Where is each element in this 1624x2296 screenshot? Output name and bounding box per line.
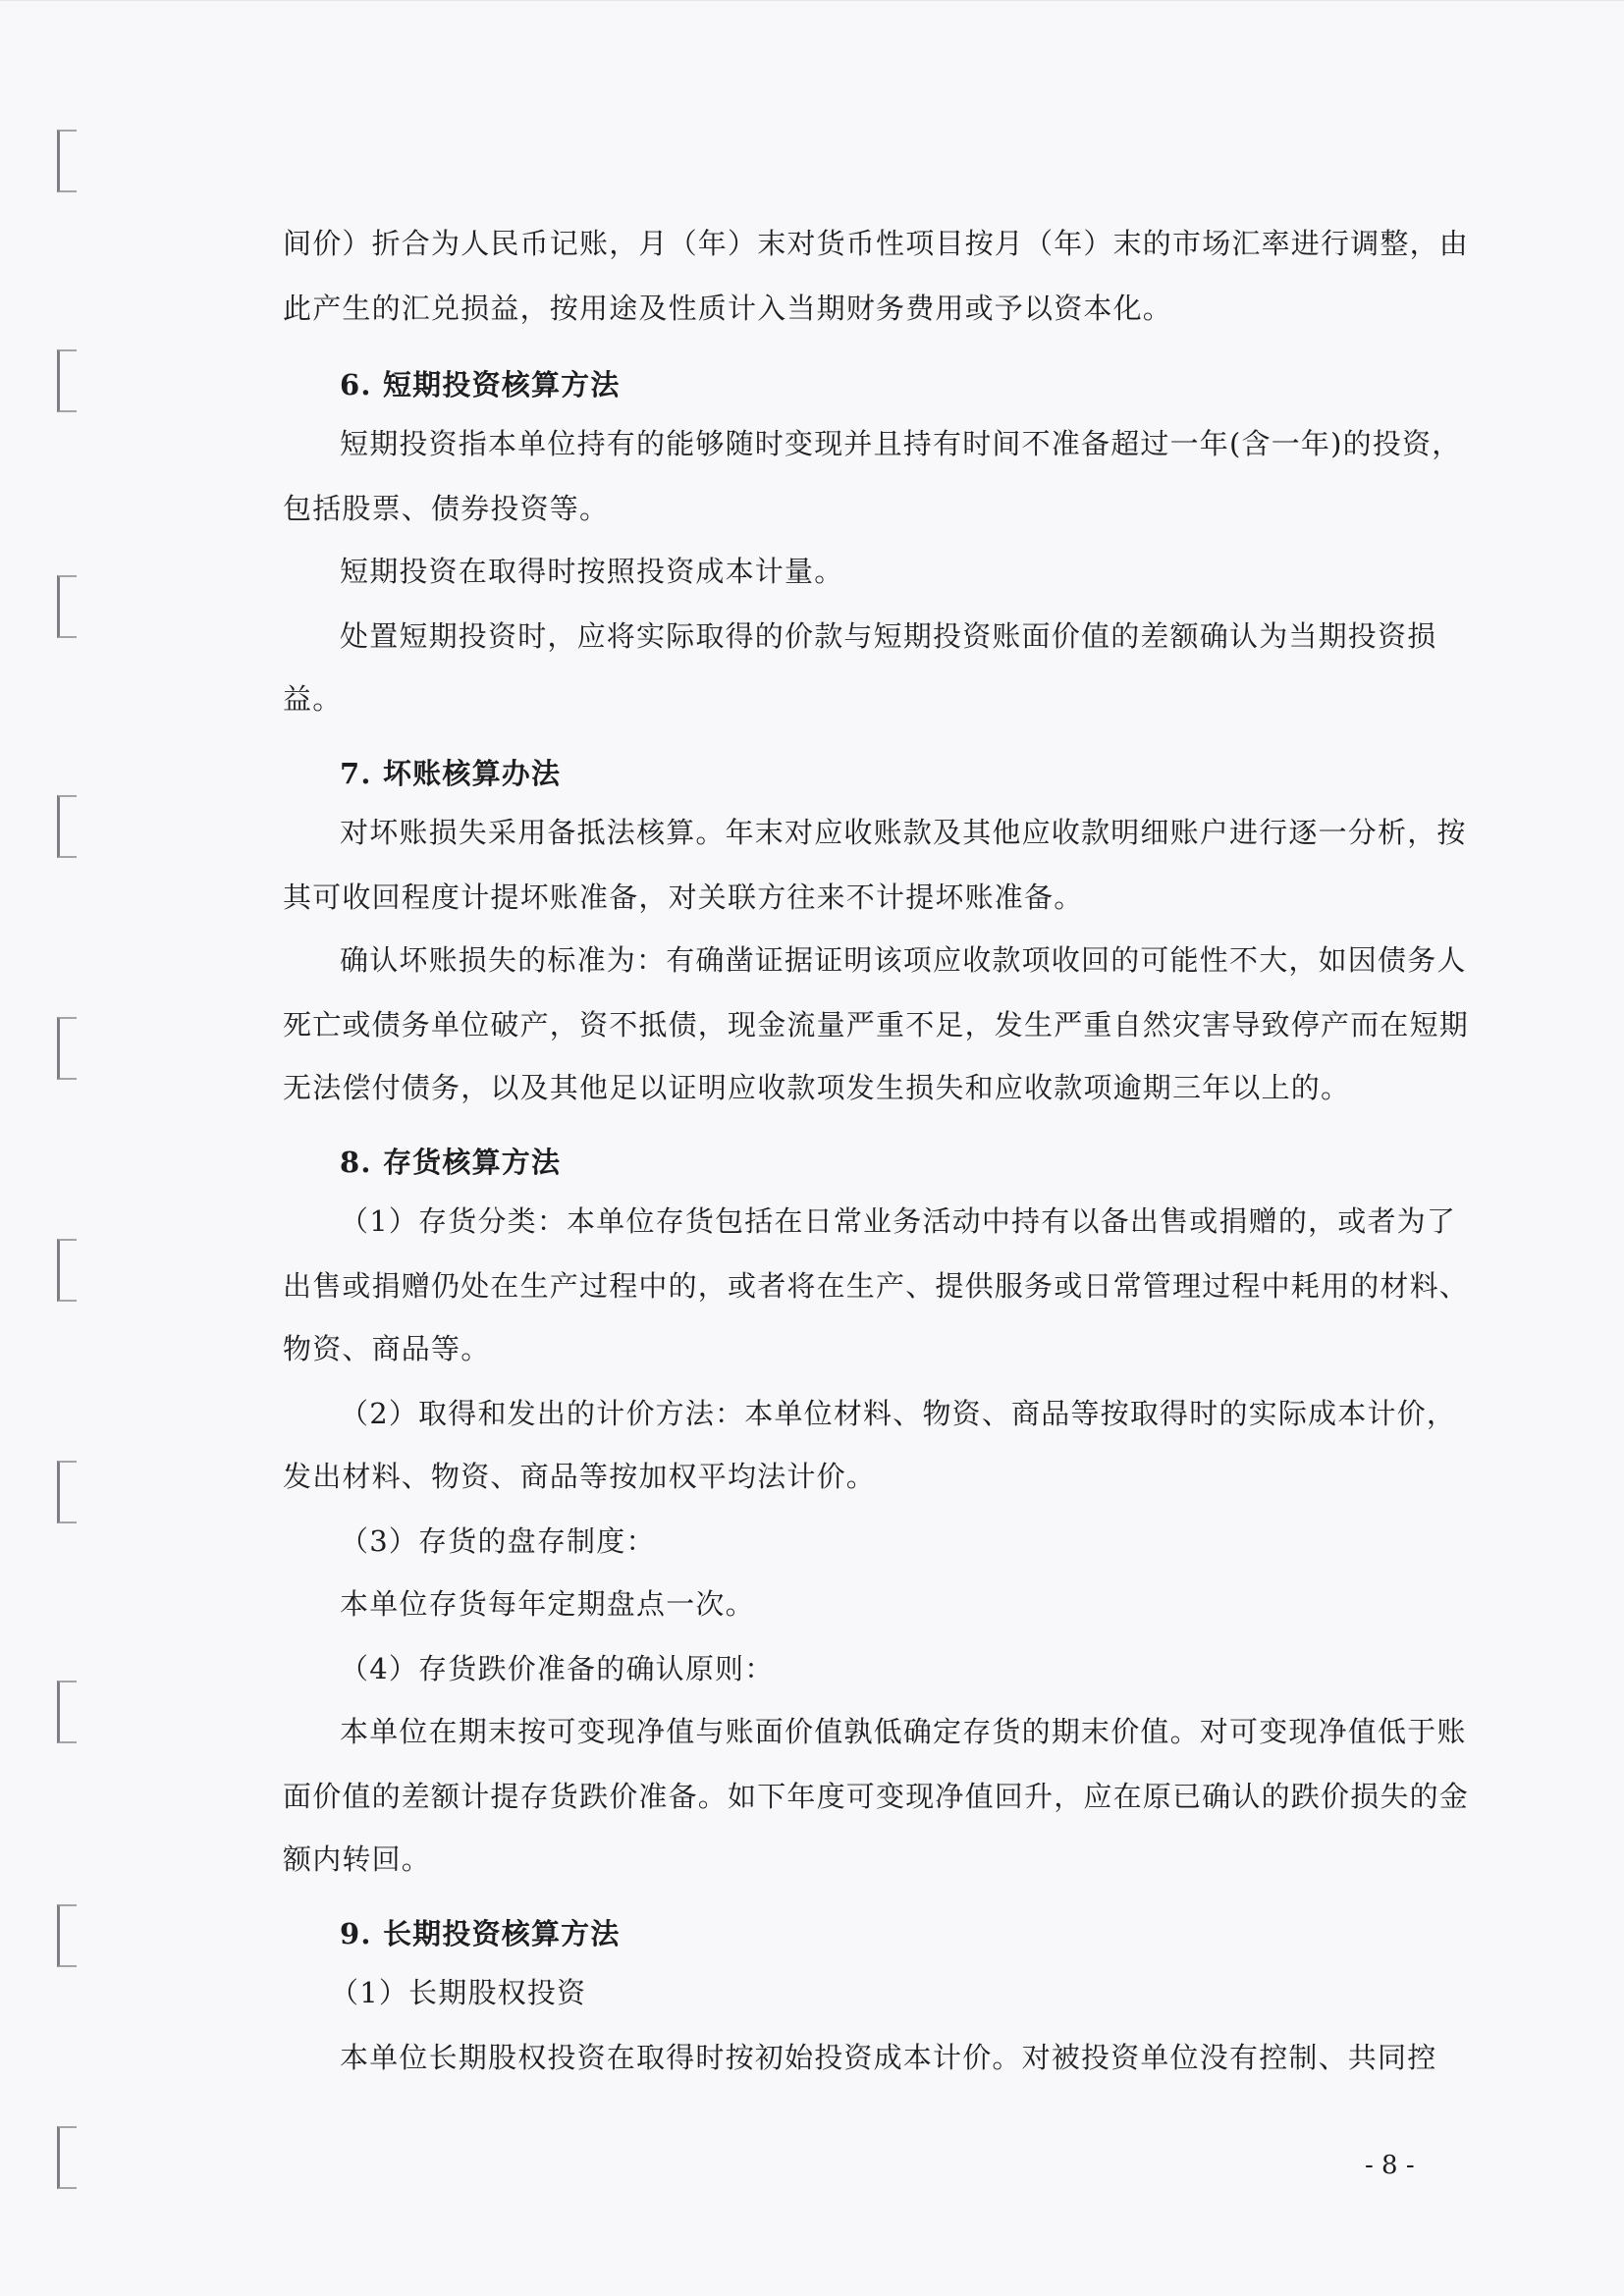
section-heading: 7. 坏账核算办法	[340, 757, 562, 790]
paragraph-line: 无法偿付债务，以及其他足以证明应收款项发生损失和应收款项逾期三年以上的。	[283, 1071, 1351, 1104]
punch-hole-mark	[57, 1681, 77, 1743]
paragraph-line: 此产生的汇兑损益，按用途及性质计入当期财务费用或予以资本化。	[283, 292, 1173, 325]
paragraph-line: 其可收回程度计提坏账准备，对关联方往来不计提坏账准备。	[283, 881, 1084, 914]
paragraph-line: 本单位长期股权投资在取得时按初始投资成本计价。对被投资单位没有控制、共同控	[340, 2041, 1437, 2074]
paragraph-line: 包括股票、债券投资等。	[283, 492, 610, 525]
page-number: - 8 -	[1365, 2151, 1415, 2180]
punch-hole-mark	[57, 130, 77, 192]
paragraph-line: 死亡或债务单位破产，资不抵债，现金流量严重不足，发生严重自然灾害导致停产而在短期	[283, 1008, 1470, 1041]
paragraph-line: 出售或捐赠仍处在生产过程中的，或者将在生产、提供服务或日常管理过程中耗用的材料、	[283, 1269, 1470, 1303]
paragraph-line: 发出材料、物资、商品等按加权平均法计价。	[283, 1460, 877, 1493]
paragraph-line: 确认坏账损失的标准为：有确凿证据证明该项应收款项收回的可能性不大，如因债务人	[340, 943, 1467, 977]
punch-hole-mark	[57, 575, 77, 638]
paragraph-line: 物资、商品等。	[283, 1332, 491, 1365]
paragraph-line: 本单位在期末按可变现净值与账面价值孰低确定存货的期末价值。对可变现净值低于账	[340, 1715, 1467, 1748]
paragraph-line: 本单位存货每年定期盘点一次。	[340, 1587, 755, 1621]
punch-hole-mark	[57, 1904, 77, 1967]
section-heading: 8. 存货核算方法	[340, 1146, 562, 1179]
punch-hole-mark	[57, 1461, 77, 1523]
paragraph-line: （2）取得和发出的计价方法：本单位材料、物资、商品等按取得时的实际成本计价，	[340, 1397, 1457, 1430]
paragraph-line: 间价）折合为人民币记账，月（年）末对货币性项目按月（年）末的市场汇率进行调整，由	[283, 227, 1470, 260]
paragraph-line: （1）存货分类：本单位存货包括在日常业务活动中持有以备出售或捐赠的，或者为了	[340, 1204, 1457, 1238]
section-heading: 9. 长期投资核算方法	[340, 1917, 621, 1950]
paragraph-line: 面价值的差额计提存货跌价准备。如下年度可变现净值回升，应在原已确认的跌价损失的金	[283, 1780, 1470, 1813]
punch-hole-mark	[57, 2126, 77, 2189]
section-heading: 6. 短期投资核算方法	[340, 368, 621, 401]
scan-edge	[0, 0, 1624, 1]
paragraph-line: （4）存货跌价准备的确认原则：	[340, 1652, 775, 1685]
paragraph-line: 对坏账损失采用备抵法核算。年末对应收账款及其他应收款明细账户进行逐一分析，按	[340, 816, 1467, 849]
paragraph-line: （3）存货的盘存制度：	[340, 1524, 656, 1558]
punch-hole-mark	[57, 349, 77, 412]
paragraph-line: 额内转回。	[283, 1842, 432, 1876]
paragraph-line: 短期投资指本单位持有的能够随时变现并且持有时间不准备超过一年(含一年)的投资，	[340, 427, 1462, 460]
punch-hole-mark	[57, 1239, 77, 1302]
paragraph-line: 处置短期投资时，应将实际取得的价款与短期投资账面价值的差额确认为当期投资损	[340, 619, 1437, 653]
subsection-heading: （1）长期股权投资	[330, 1976, 587, 2009]
punch-hole-mark	[57, 795, 77, 858]
punch-hole-mark	[57, 1017, 77, 1080]
paragraph-line: 短期投资在取得时按照投资成本计量。	[340, 555, 844, 588]
paragraph-line: 益。	[283, 682, 343, 716]
